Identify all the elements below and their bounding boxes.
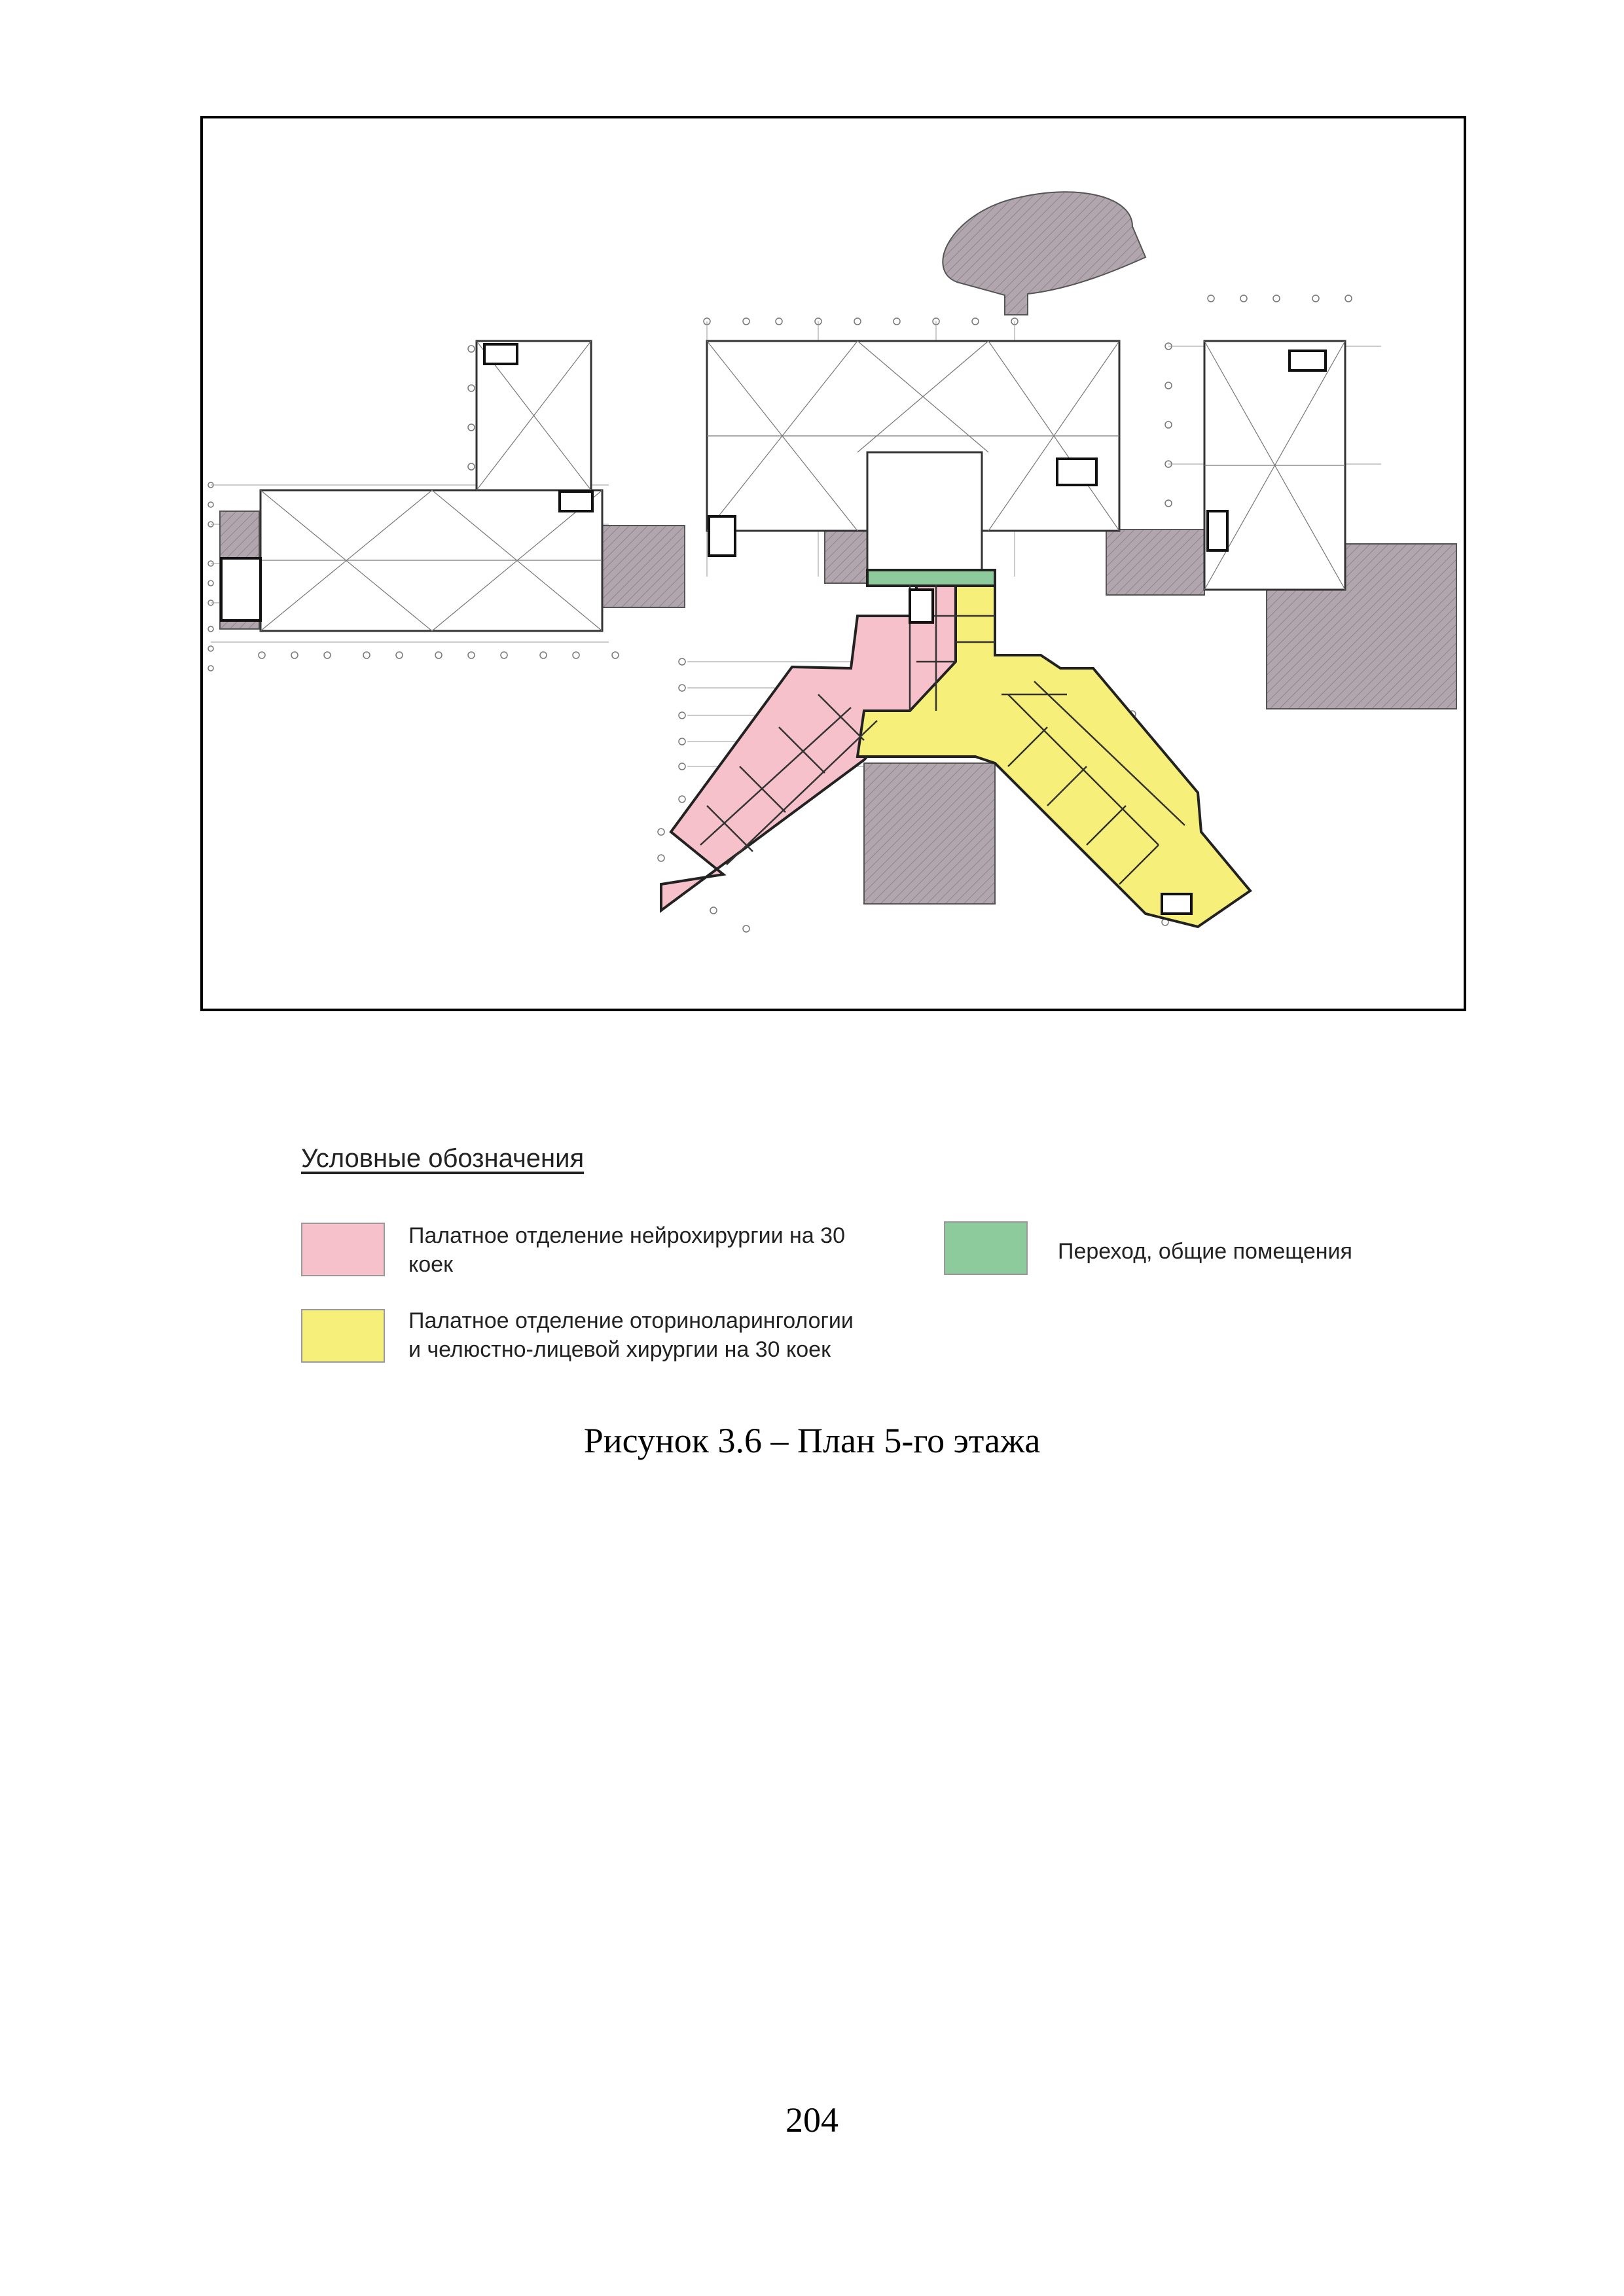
page-number: 204 <box>785 2100 839 2140</box>
floor-plan-drawing <box>203 118 1464 1009</box>
legend-label-ent: Палатное отделение оториноларингологии и челюстно-лицевой хирургии на 30 коек <box>408 1308 854 1362</box>
legend-swatch-common <box>944 1221 1028 1275</box>
legend-label-common: Переход, общие помещения <box>1058 1239 1352 1264</box>
zone-common <box>867 570 995 586</box>
legend-label-neurosurgery: Палатное отделение нейрохирургии на 30 коек <box>408 1223 846 1277</box>
legend-title: Условные обозначения <box>301 1144 585 1173</box>
legend-swatch-ent <box>301 1309 385 1363</box>
floor-plan-figure <box>200 116 1466 1011</box>
figure-caption: Рисунок 3.6 – План 5-го этажа <box>583 1421 1041 1460</box>
legend-swatch-neurosurgery <box>301 1223 385 1276</box>
